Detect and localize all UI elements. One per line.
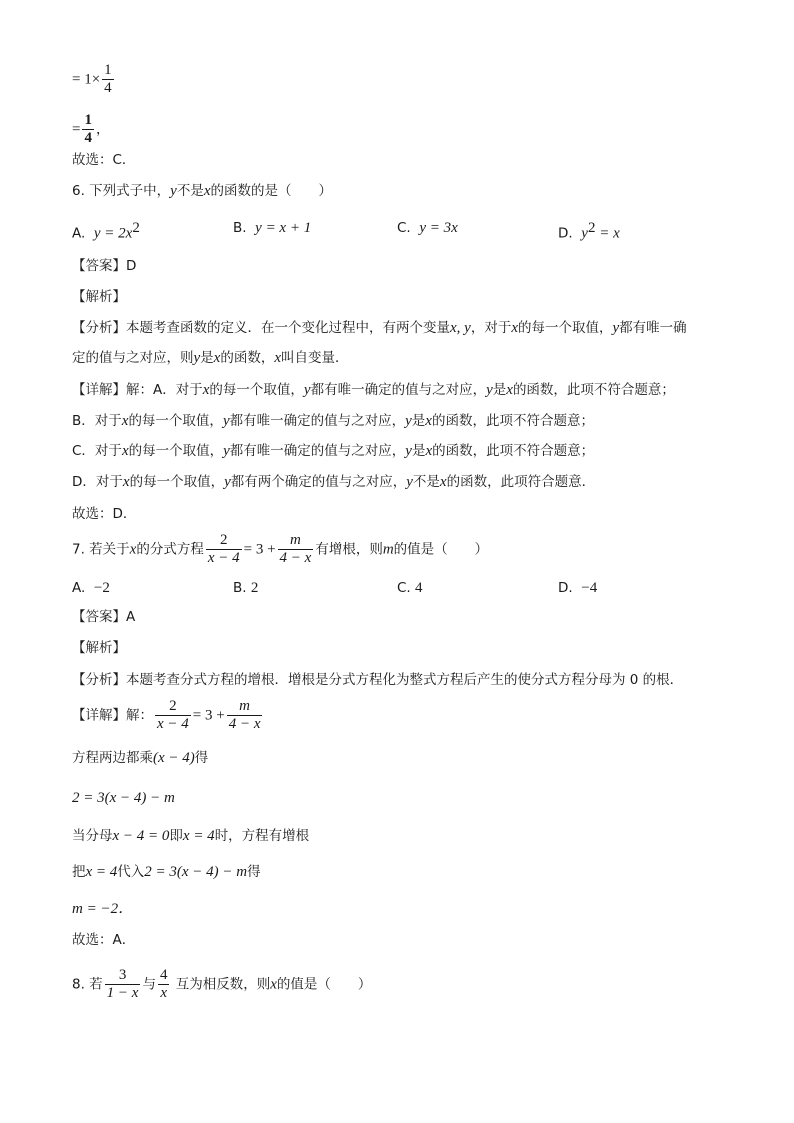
choose-line: 故选：C． (72, 152, 136, 168)
fraction: $\frac{2}{x - 4}$ (157, 698, 189, 732)
q6-fenxi-line-1: 【分析】本题考查函数的定义．在一个变化过程中，有两个变量x, y，对于x的每一个取值，y都有唯一确 (72, 320, 687, 336)
q7-step-3: 当分母x − 4 = 0即x = 4时，方程有增根 (72, 828, 310, 844)
fraction: $\frac{3}{1 - x}$ (106, 967, 139, 1001)
fraction-bold: $\frac{1}{4}$ (84, 112, 92, 146)
q7-fenxi: 【分析】本题考查分式方程的增根．增根是分式方程化为整式方程后产生的使分式方程分母为 0 的根． (72, 672, 684, 688)
q6-option-b: B. y = x + 1 (233, 220, 312, 236)
q7-stem: 7. 若关于x的分式方程 $\frac{2}{x - 4}$ = 3 + $\frac{m}{4 - x}$ 有增根，则m的值是（ ） (72, 532, 489, 566)
q7-option-b: B. 2 (233, 580, 259, 596)
fraction: $\frac{2}{x - 4}$ (207, 532, 240, 566)
q6-detail-a: 【详解】解：A．对于x的每一个取值，y都有唯一确定的值与之对应，y是x的函数，此项不符合题意； (72, 382, 675, 398)
calc-line-1 (72, 62, 116, 97)
q7-analysis-label: 【解析】 (72, 640, 126, 656)
q7-option-a: A. −2 (72, 580, 110, 596)
q7-choose: 故选：A． (72, 932, 136, 948)
q7-option-c: C. 4 (397, 580, 423, 596)
q7-answer: 【答案】A (72, 609, 136, 625)
q7-detail: 【详解】解： $\frac{2}{x - 4}$ = 3 + $\frac{m}{4 - x}$ (72, 698, 261, 732)
q6-option-d: D. $y^2 = x$ (558, 220, 620, 242)
calc-prefix: = 1× (72, 71, 101, 88)
q6-choose: 故选：D． (72, 506, 137, 522)
fraction: $\frac{4}{x}$ (159, 967, 168, 1001)
fraction: $\frac{1}{4}$ (104, 62, 112, 96)
q7-option-d: D. −4 (558, 580, 598, 596)
fraction: $\frac{m}{4 - x}$ (279, 532, 312, 566)
q6-answer: 【答案】D (72, 258, 137, 274)
q6-detail-b: B．对于x的每一个取值，y都有唯一确定的值与之对应，y是x的函数，此项不符合题意； (72, 413, 594, 429)
q6-option-a: A. $y = 2x^2$ (72, 220, 140, 242)
fraction: $\frac{m}{4 - x}$ (228, 698, 261, 732)
q6-fenxi-line-2: 定的值与之对应，则y是x的函数，x叫自变量． (72, 350, 349, 366)
q7-step-5: m = −2． (72, 901, 134, 917)
calc-line-2: = $\frac{1}{4}$ ， (72, 112, 110, 146)
q7-step-1: 方程两边都乘(x − 4)得 (72, 750, 209, 766)
q6-stem: 6. 下列式子中，y不是x的函数的是（ ） (72, 183, 333, 199)
q6-detail-c: C．对于x的每一个取值，y都有唯一确定的值与之对应，y是x的函数，此项不符合题意； (72, 443, 595, 459)
q7-step-4: 把x = 4代入2 = 3(x − 4) − m得 (72, 864, 261, 880)
q6-option-c: C. y = 3x (397, 220, 458, 236)
q8-stem: 8. 若 $\frac{3}{1 - x}$ 与 $\frac{4}{x}$ 互为相反数，则x的值是（ ） (72, 967, 372, 1001)
q6-detail-d: D．对于x的每一个取值，y都有两个确定的值与之对应，y不是x的函数，此项符合题意． (72, 474, 596, 490)
q7-step-2: 2 = 3(x − 4) − m (72, 790, 175, 806)
q6-analysis-label: 【解析】 (72, 289, 126, 305)
calc-prefix: = (72, 121, 81, 138)
